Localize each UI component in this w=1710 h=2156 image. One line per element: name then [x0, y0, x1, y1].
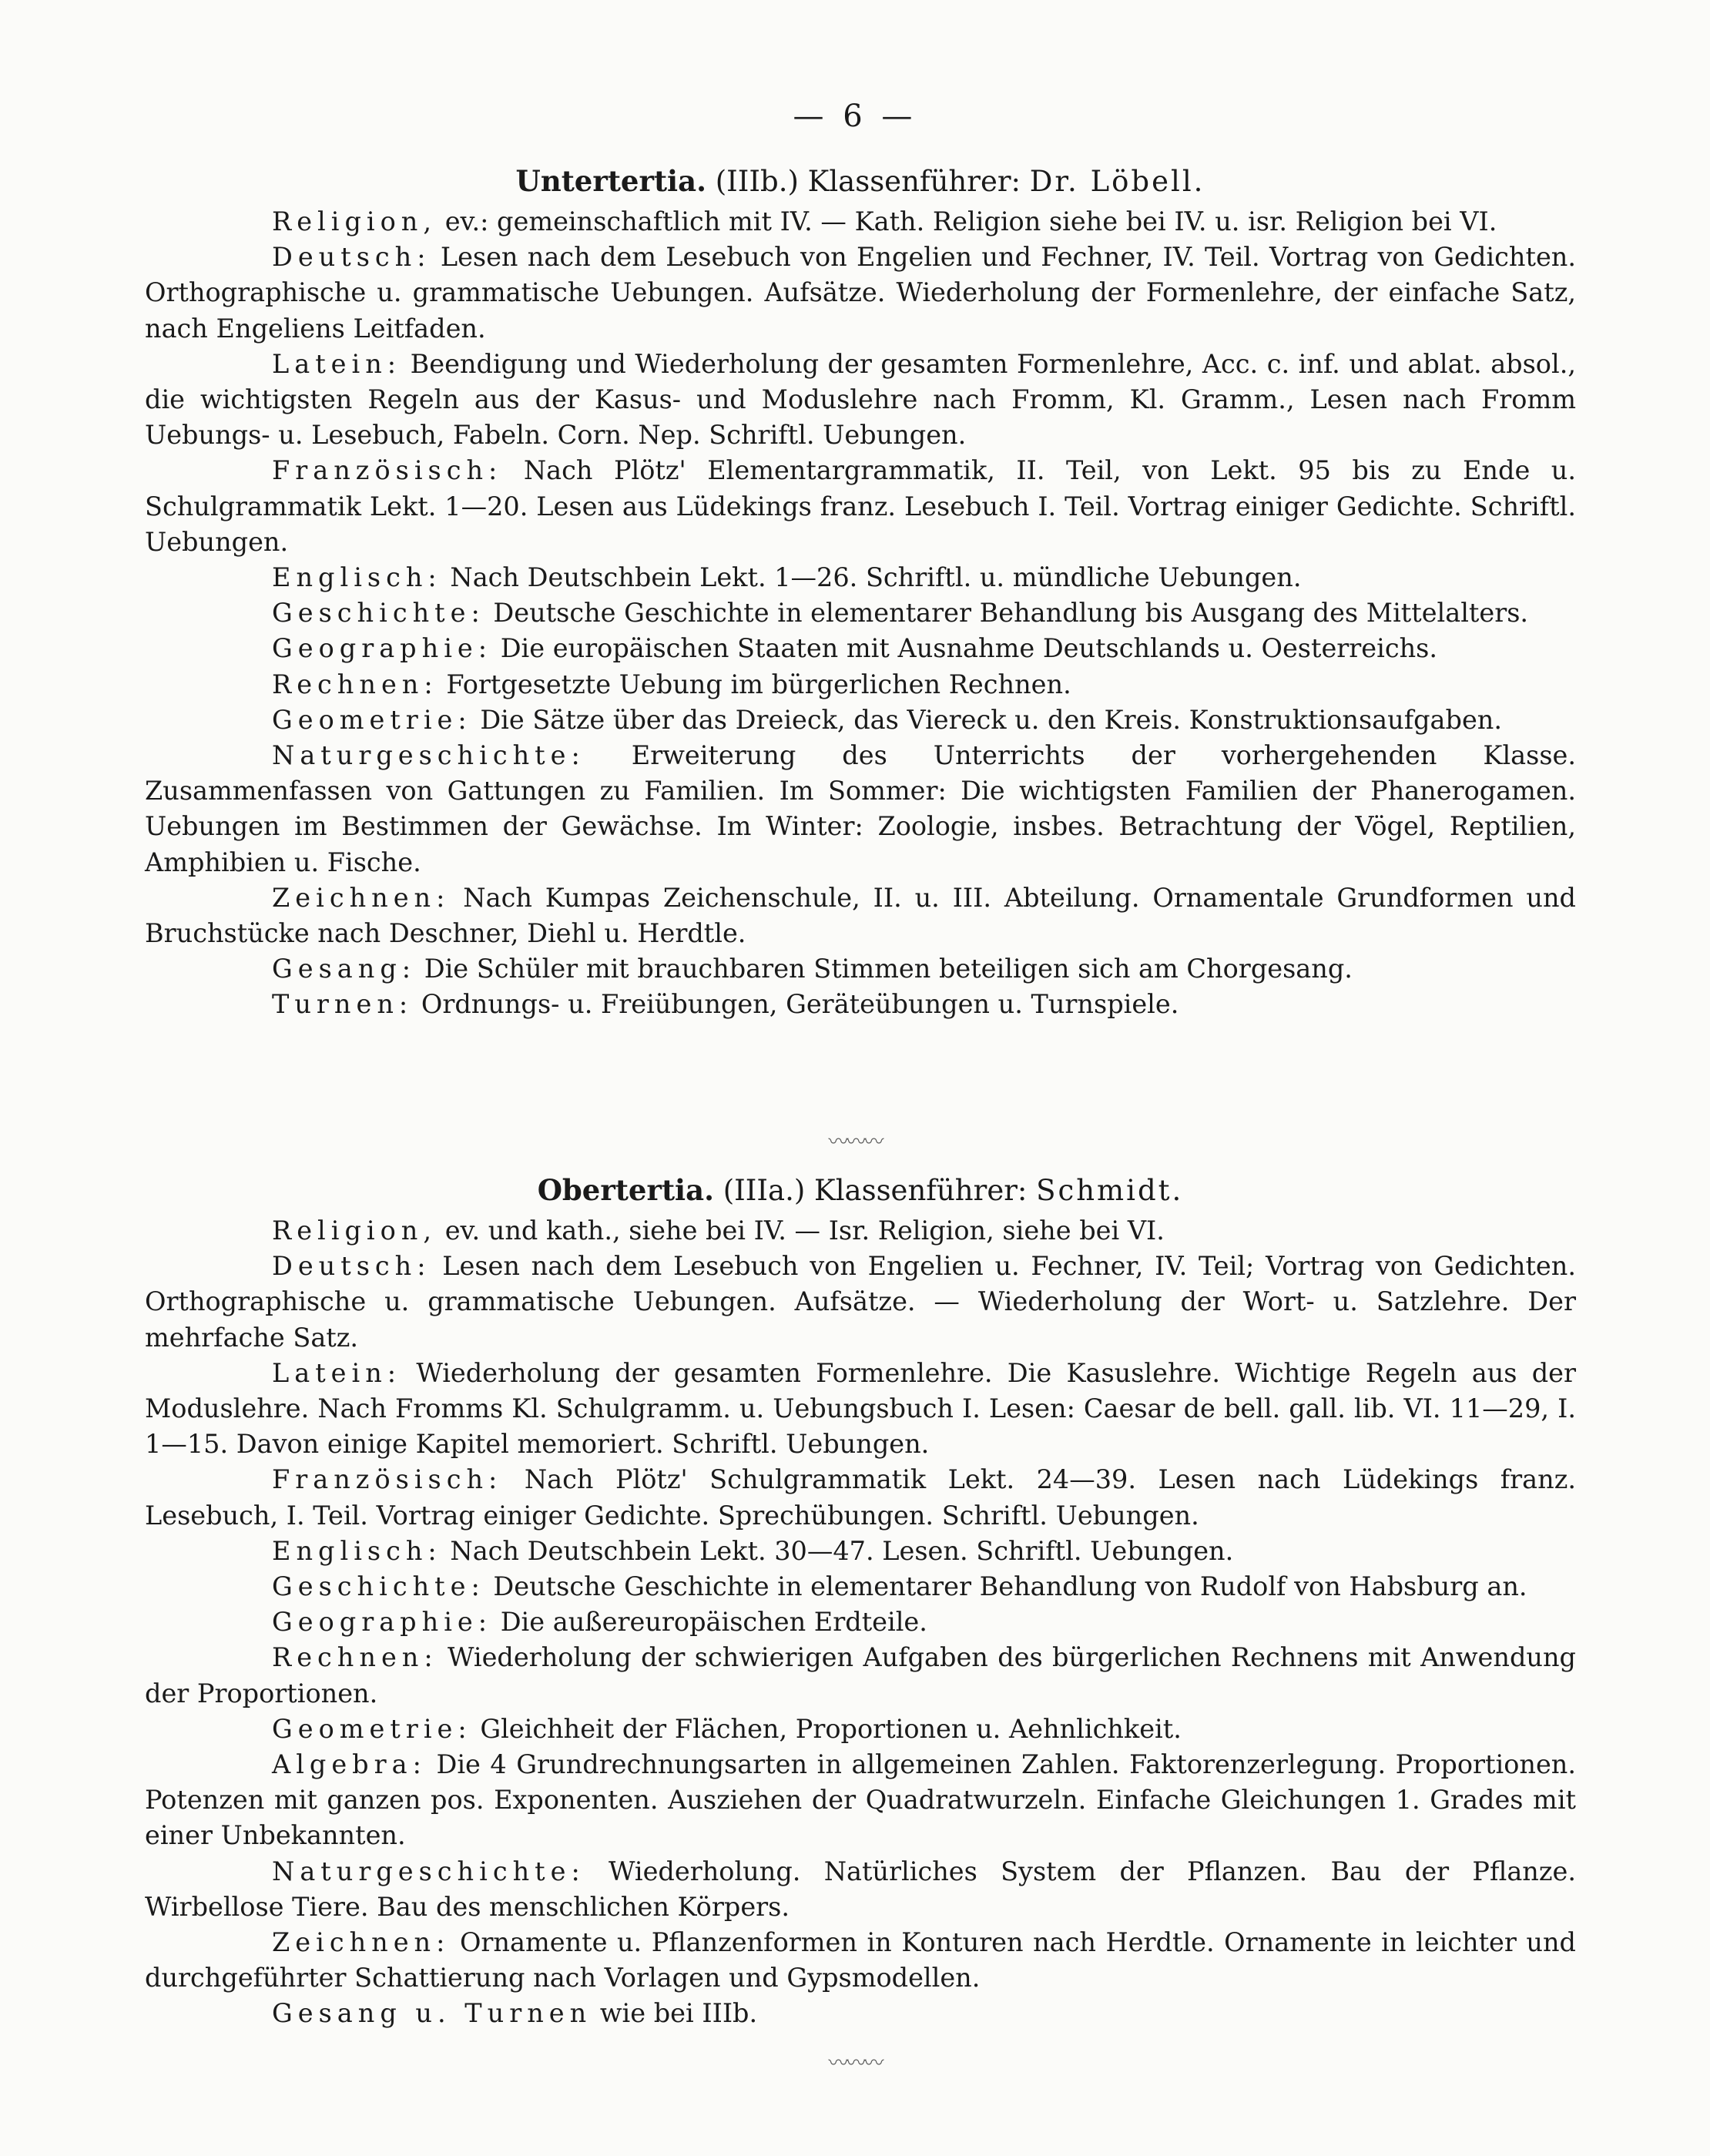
subject-name: Religion,: [272, 1215, 438, 1246]
subject-entry-geschichte: [145, 595, 1576, 631]
subject-entry-gesang: [145, 951, 1576, 987]
subject-entry-latein: [145, 347, 1576, 454]
subject-text: Deutsche Geschichte in elementarer Behandlung bis Ausgang des Mittelalters.: [493, 598, 1529, 629]
subject-text: Die Schüler mit brauchbaren Stimmen beteiligen sich am Chorgesang.: [424, 954, 1353, 984]
subject-text: Erweiterung des Unterrichts der vorhergehenden Klasse. Zusammenfassen von Gattungen zu Familien. Im Sommer: Die wichtigsten Familien der Phanerogamen. Uebungen im Bestimmen der Gewächse. Im Winter: Zoologie, insbes. Betrachtung der Vögel, Reptilien, Amphibien u. Fische.: [145, 740, 1576, 877]
subject-name: Französisch:: [272, 455, 503, 486]
subject-text: Nach Plötz' Elementargrammatik, II. Teil, von Lekt. 95 bis zu Ende u. Schulgrammatik Lekt. 1—20. Lesen aus Lüdekings franz. Lesebuch I. Teil. Vortrag einiger Gedichte. Schriftl. Uebungen.: [145, 455, 1576, 557]
subject-text: Gleichheit der Flächen, Proportionen u. Aehnlichkeit.: [480, 1713, 1182, 1744]
subject-entry-zeichnen: [145, 1925, 1576, 1996]
subject-name: Religion,: [272, 206, 438, 236]
subject-entry-latein: [145, 1356, 1576, 1463]
subject-entry-geschichte: [145, 1569, 1576, 1604]
subject-entry-rechnen: [145, 1640, 1576, 1711]
subject-text: Nach Plötz' Schulgrammatik Lekt. 24—39. Lesen nach Lüdekings franz. Lesebuch, I. Teil. Vortrag einiger Gedichte. Sprechübungen. Schriftl. Uebungen.: [145, 1464, 1576, 1531]
class-code: (IIIb.): [715, 165, 799, 198]
subject-name: Rechnen:: [272, 669, 438, 699]
subject-entry-naturgeschichte: [145, 738, 1576, 880]
subject-entry-geometrie: [145, 702, 1576, 738]
subject-name: Latein:: [272, 1357, 402, 1388]
subject-text: Wiederholung der gesamten Formenlehre. Die Kasuslehre. Wichtige Regeln aus der Moduslehre. Nach Fromms Kl. Schulgramm. u. Uebungsbuch I. Lesen: Caesar de bell. gall. lib. VI. 11—29, I. 1—15. Davon einige Kapitel memoriert. Schriftl. Uebungen.: [145, 1357, 1577, 1460]
section-untertertia: [145, 163, 1576, 1023]
subject-text: Ordnungs- u. Freiübungen, Geräteübungen u. Turnspiele.: [421, 989, 1179, 1020]
subject-entry-naturgeschichte: [145, 1854, 1576, 1925]
subject-name: Geschichte:: [272, 598, 485, 629]
subject-name: Französisch:: [272, 1464, 503, 1495]
subject-entry-rechnen: [145, 667, 1576, 702]
subject-entry-deutsch: [145, 1249, 1576, 1356]
subject-text: Fortgesetzte Uebung im bürgerlichen Rechnen.: [446, 669, 1071, 699]
subject-text: ev.: gemeinschaftlich mit IV. — Kath. Religion siehe bei IV. u. isr. Religion bei VI.: [444, 206, 1497, 236]
subject-entry-geometrie: [145, 1712, 1576, 1747]
subject-entry-religion: [145, 204, 1576, 240]
subject-text: Beendigung und Wiederholung der gesamten Formenlehre, Acc. c. inf. und ablat. absol., die wichtigsten Regeln aus der Kasus- und Moduslehre nach Fromm, Kl. Gramm., Lesen nach Fromm Uebungs- u. Lesebuch, Fabeln. Corn. Nep. Schriftl. Uebungen.: [145, 348, 1576, 451]
subject-text: Nach Deutschbein Lekt. 1—26. Schriftl. u. mündliche Uebungen.: [450, 562, 1302, 593]
subject-name: Zeichnen:: [272, 1927, 451, 1958]
subject-name: Algebra:: [272, 1749, 427, 1780]
subject-entry-gesang-turnen: [145, 1996, 1576, 2031]
subject-name: Naturgeschichte:: [272, 740, 585, 771]
class-leader-name: Schmidt.: [1036, 1174, 1184, 1207]
subject-name: Geometrie:: [272, 1713, 472, 1744]
subject-name: Geographie:: [272, 633, 493, 664]
subject-name: Rechnen:: [272, 1642, 438, 1673]
section-heading: [145, 163, 1576, 200]
subject-name: Turnen:: [272, 989, 414, 1020]
subject-entry-zeichnen: [145, 880, 1576, 951]
page-number: — 6 —: [793, 99, 917, 134]
subject-text: Wiederholung. Natürliches System der Pflanzen. Bau der Pflanze. Wirbellose Tiere. Bau des menschlichen Körpers.: [145, 1856, 1576, 1922]
subject-name: Deutsch:: [272, 242, 431, 273]
subject-text: Nach Kumpas Zeichenschule, II. u. III. Abteilung. Ornamentale Grundformen und Bruchstücke nach Deschner, Diehl u. Herdtle.: [145, 882, 1576, 949]
subject-entry-geographie: [145, 1604, 1576, 1640]
section-divider-ornament: 〰〰〰: [828, 2052, 882, 2075]
subject-name: Zeichnen:: [272, 882, 451, 913]
subject-name: Geschichte:: [272, 1571, 485, 1602]
subject-name: Englisch:: [272, 562, 442, 593]
subject-entry-turnen: [145, 987, 1576, 1022]
subject-entry-religion: [145, 1213, 1576, 1249]
subject-entry-deutsch: [145, 240, 1576, 347]
subject-entry-franzoesisch: [145, 453, 1576, 560]
subject-name: Latein:: [272, 348, 402, 379]
subject-list: [145, 1213, 1576, 2032]
subject-list: [145, 204, 1576, 1023]
subject-text: ev. und kath., siehe bei IV. — Isr. Religion, siehe bei VI.: [444, 1215, 1165, 1246]
subject-name: Geographie:: [272, 1607, 493, 1638]
subject-text: Ornamente u. Pflanzenformen in Konturen nach Herdtle. Ornamente in leichter und durchgeführter Schattierung nach Vorlagen und Gypsmodellen.: [145, 1927, 1577, 1993]
subject-name: Deutsch:: [272, 1251, 431, 1282]
subject-entry-englisch: [145, 1534, 1576, 1569]
subject-name: Naturgeschichte:: [272, 1856, 585, 1886]
section-obertertia: [145, 1172, 1576, 2032]
subject-text: Die europäischen Staaten mit Ausnahme Deutschlands u. Oesterreichs.: [500, 633, 1438, 664]
subject-text: Lesen nach dem Lesebuch von Engelien u. Fechner, IV. Teil; Vortrag von Gedichten. Orthographische u. grammatische Uebungen. Aufsätze. — Wiederholung der Wort- u. Satzlehre. Der mehrfache Satz.: [145, 1251, 1576, 1353]
subject-name: Gesang:: [272, 954, 417, 984]
class-leader-label: Klassenführer:: [807, 165, 1021, 198]
class-code: (IIIa.): [723, 1174, 806, 1207]
subject-entry-geographie: [145, 631, 1576, 666]
section-heading: [145, 1172, 1576, 1209]
subject-entry-franzoesisch: [145, 1462, 1576, 1533]
subject-name: Englisch:: [272, 1535, 442, 1566]
subject-text: Lesen nach dem Lesebuch von Engelien und Fechner, IV. Teil. Vortrag von Gedichten. Orthographische u. grammatische Uebungen. Aufsätze. Wiederholung der Formenlehre, der einfache Satz, nach Engeliens Leitfaden.: [145, 242, 1576, 344]
subject-text: wie bei IIIb.: [599, 1998, 758, 2029]
class-leader-label: Klassenführer:: [814, 1174, 1028, 1207]
subject-text: Wiederholung der schwierigen Aufgaben des bürgerlichen Rechnens mit Anwendung der Proportionen.: [145, 1642, 1577, 1708]
subject-text: Die außereuropäischen Erdteile.: [500, 1607, 927, 1638]
subject-text: Nach Deutschbein Lekt. 30—47. Lesen. Schriftl. Uebungen.: [450, 1535, 1234, 1566]
section-divider-ornament: 〰〰〰: [828, 1131, 882, 1154]
subject-name: Gesang u. Turnen: [272, 1998, 592, 2029]
class-name: Obertertia.: [537, 1173, 714, 1207]
subject-entry-englisch: [145, 560, 1576, 595]
class-name: Untertertia.: [515, 164, 706, 198]
class-leader-name: Dr. Löbell.: [1029, 165, 1205, 198]
subject-entry-algebra: [145, 1747, 1576, 1854]
subject-text: Die Sätze über das Dreieck, das Viereck u. den Kreis. Konstruktionsaufgaben.: [480, 704, 1502, 735]
subject-name: Geometrie:: [272, 704, 472, 735]
subject-text: Die 4 Grundrechnungsarten in allgemeinen Zahlen. Faktorenzerlegung. Proportionen. Potenzen mit ganzen pos. Exponenten. Ausziehen der Quadratwurzeln. Einfache Gleichungen 1. Grades mit einer Unbekannten.: [145, 1749, 1576, 1851]
subject-text: Deutsche Geschichte in elementarer Behandlung von Rudolf von Habsburg an.: [493, 1571, 1527, 1602]
